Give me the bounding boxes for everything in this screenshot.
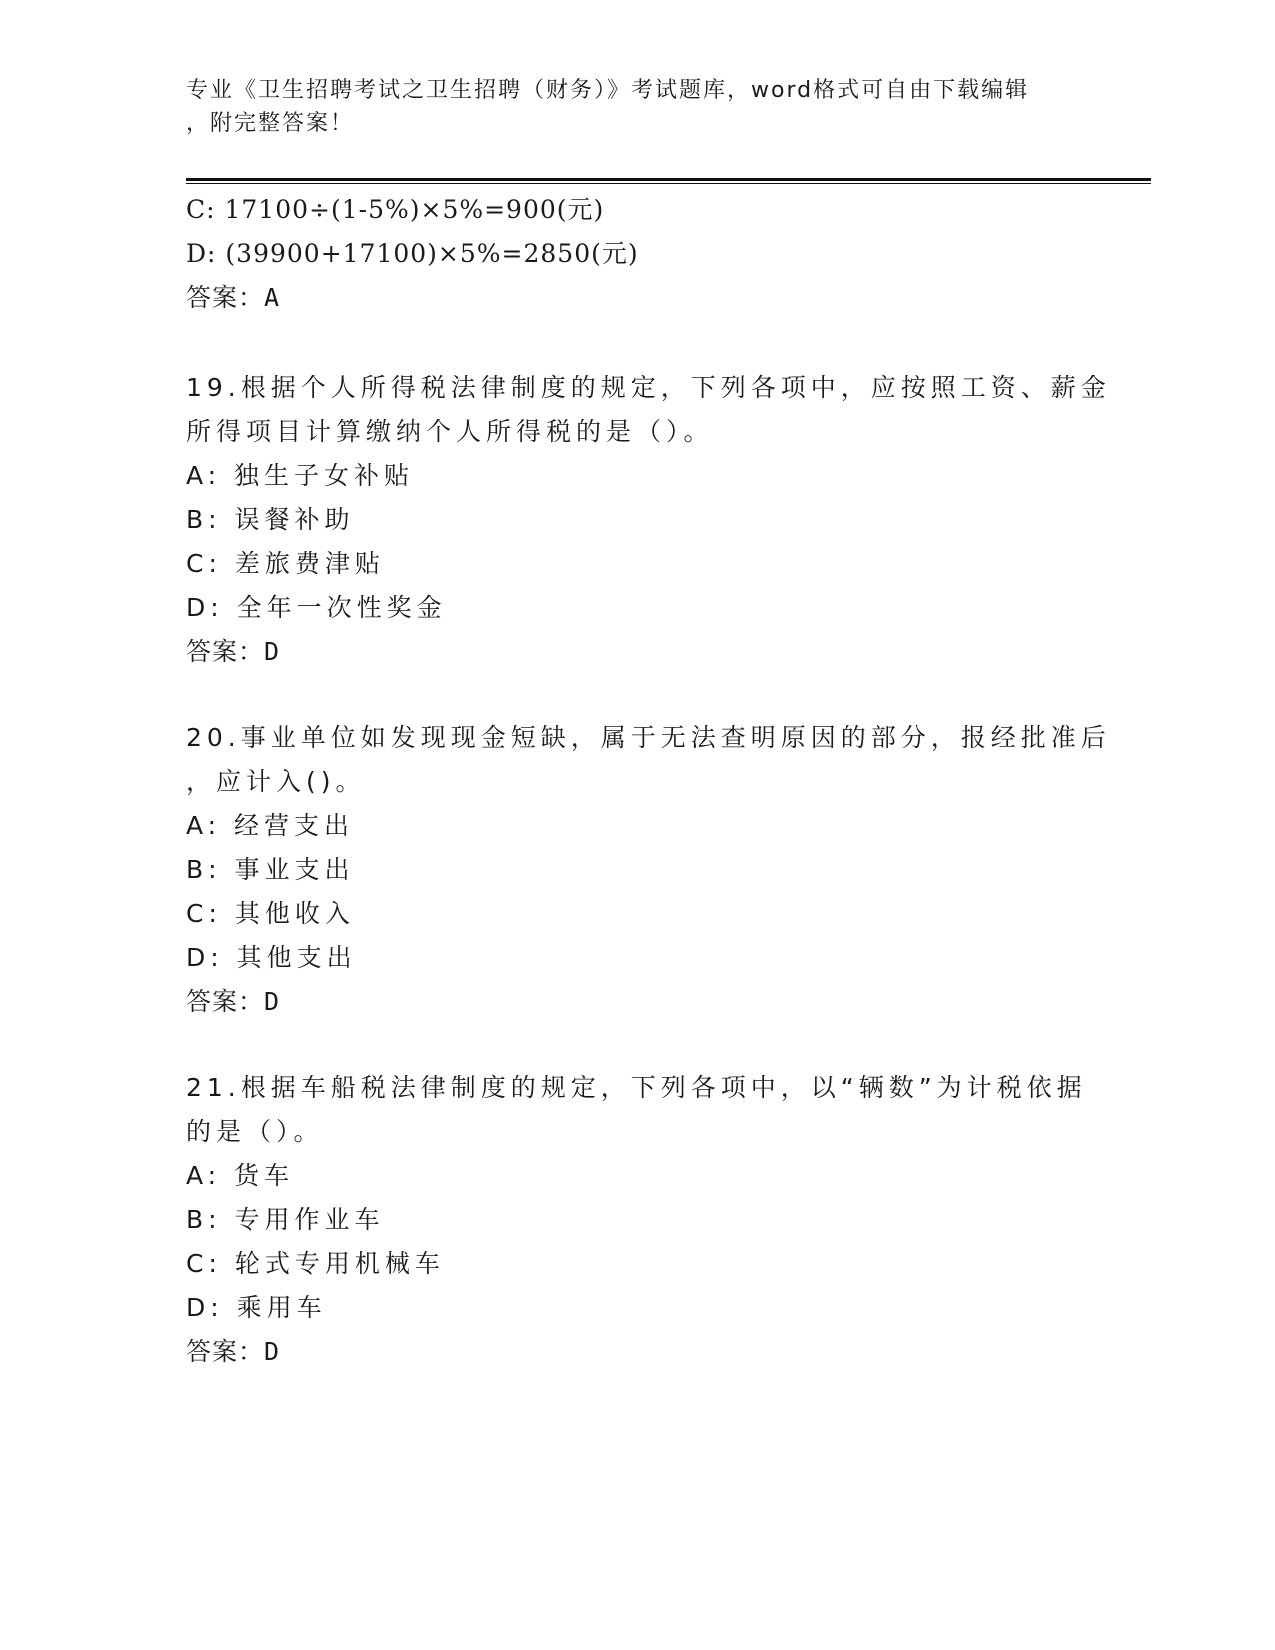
question-21-option-a: A: 货车: [186, 1161, 295, 1190]
question-20-stem-line-2: ，应计入()。: [186, 767, 366, 796]
question-20-answer: 答案：D: [186, 987, 281, 1016]
question-19-option-c: C: 差旅费津贴: [186, 549, 385, 578]
header-divider-thin: [186, 183, 1151, 184]
question-21-stem-line-1: 21.根据车船税法律制度的规定，下列各项中，以“辆数”为计税依据: [186, 1073, 1087, 1102]
question-20-option-d: D: 其他支出: [186, 943, 357, 972]
question-19-option-d: D: 全年一次性奖金: [186, 593, 447, 622]
question-21-option-b: B: 专用作业车: [186, 1205, 385, 1234]
question-21-stem-line-2: 的是（）。: [186, 1117, 324, 1146]
prev-answer: 答案：A: [186, 283, 281, 312]
prev-option-c: C: 17100÷(1-5%)×5%=900(元): [186, 195, 605, 224]
question-19-answer: 答案：D: [186, 637, 281, 666]
question-21-option-d: D: 乘用车: [186, 1293, 327, 1322]
question-21-option-c: C: 轮式专用机械车: [186, 1249, 445, 1278]
question-19-stem-line-2: 所得项目计算缴纳个人所得税的是（）。: [186, 417, 714, 446]
question-20-option-c: C: 其他收入: [186, 899, 355, 928]
question-19-stem-line-1: 19.根据个人所得税法律制度的规定，下列各项中，应按照工资、薪金: [186, 373, 1111, 402]
question-21-answer: 答案：D: [186, 1337, 281, 1366]
question-20-stem-line-1: 20.事业单位如发现现金短缺，属于无法查明原因的部分，报经批准后: [186, 723, 1111, 752]
document-header: [186, 74, 1066, 140]
header-line-1: 专业《卫生招聘考试之卫生招聘（财务）》考试题库，word格式可自由下载编辑: [186, 78, 1030, 103]
header-line-2: ，附完整答案！: [186, 111, 355, 136]
question-19-option-b: B: 误餐补助: [186, 505, 355, 534]
question-19-option-a: A: 独生子女补贴: [186, 461, 415, 490]
question-20-option-b: B: 事业支出: [186, 855, 355, 884]
prev-option-d: D: (39900+17100)×5%=2850(元): [186, 239, 639, 268]
header-divider-thick: [186, 178, 1151, 181]
question-20-option-a: A: 经营支出: [186, 811, 355, 840]
